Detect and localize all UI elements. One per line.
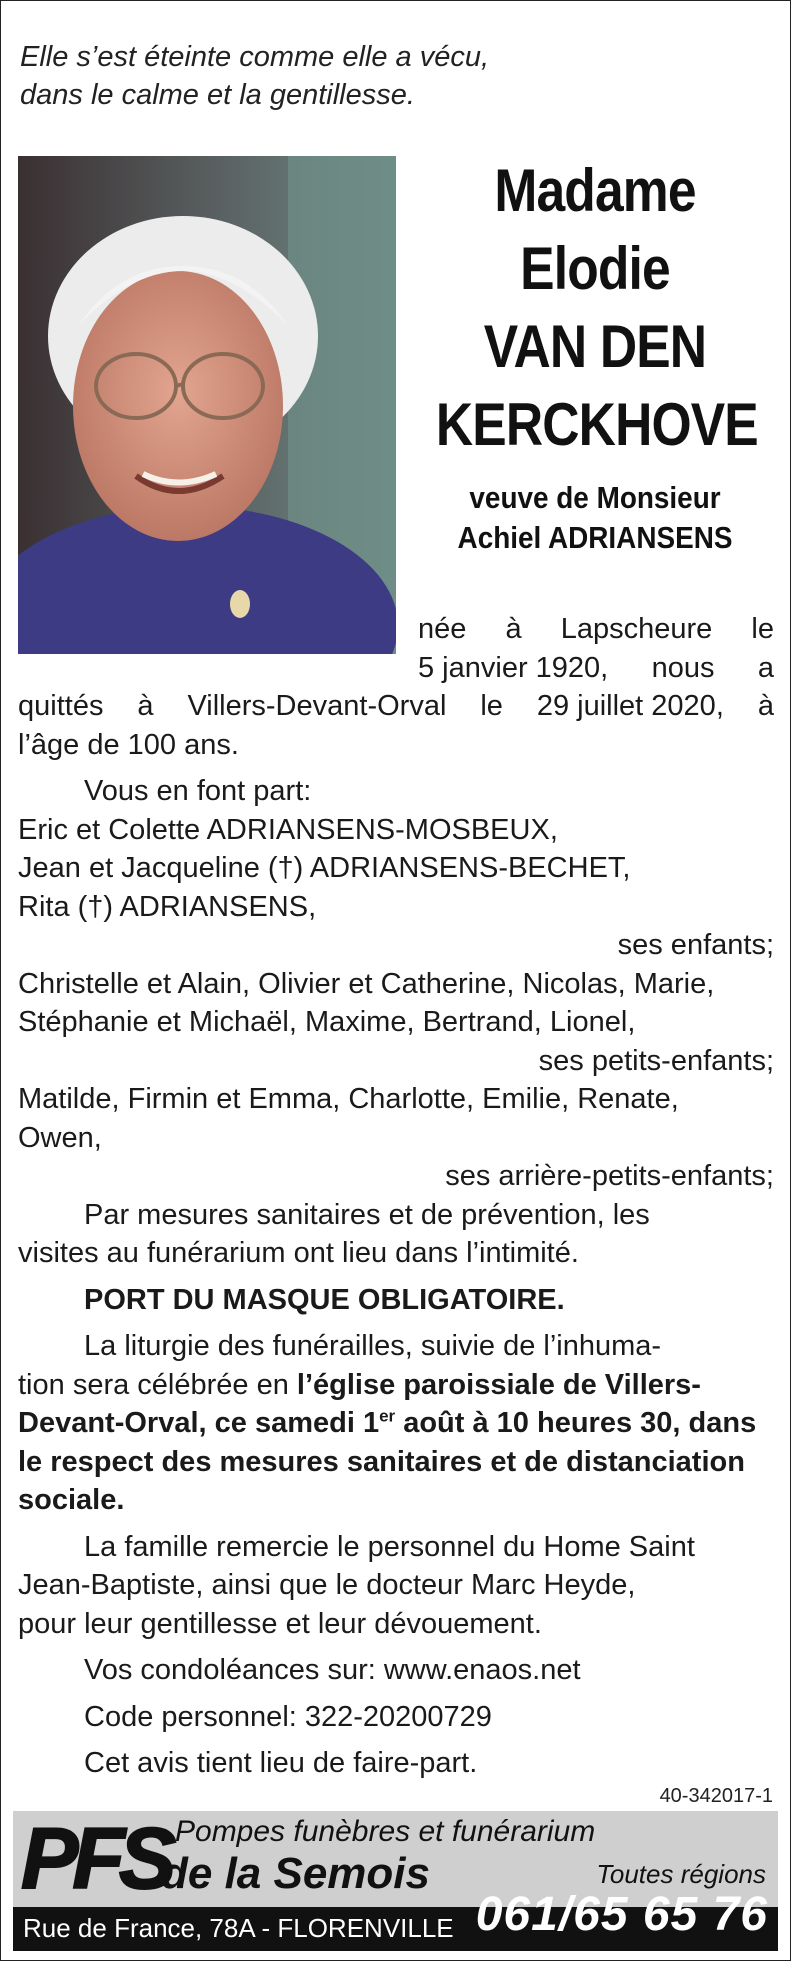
sanitary-notice: Par mesures sanitaires et de prévention, les: [84, 1198, 650, 1231]
text: Villers-Devant-Orval: [187, 690, 447, 722]
text: Lapscheure: [560, 613, 713, 645]
epigraph-line: Elle s’est éteinte comme elle a vécu,: [20, 41, 490, 73]
text: le: [480, 690, 503, 722]
text: à: [137, 690, 154, 722]
sanitary-notice: visites au funérarium ont lieu dans l’intimité.: [18, 1237, 579, 1269]
reference-number: 40-342017-1: [659, 1785, 773, 1807]
liturgy-text: le respect des mesures sanitaires et de distanciation: [18, 1445, 745, 1478]
deceased-surname-part2: KERCKHOVE: [435, 391, 758, 458]
text: 29 juillet 2020,: [536, 690, 724, 722]
funeral-home-phone: 061/65 65 76: [475, 1888, 768, 1941]
mask-notice: PORT DU MASQUE OBLIGATOIRE.: [84, 1283, 565, 1316]
faire-part-line: Cet avis tient lieu de faire-part.: [84, 1747, 478, 1779]
thanks-text: Jean-Baptiste, ainsi que le docteur Marc Heyde,: [18, 1569, 636, 1601]
text: a: [757, 651, 774, 684]
notice-body: [18, 610, 774, 1783]
great-grandchildren-label: ses arrière-petits-enfants;: [445, 1160, 774, 1192]
text: l’église paroissiale de Villers-: [296, 1368, 701, 1401]
text: août à 10 heures 30, dans: [395, 1407, 757, 1439]
grandchildren-label: ses petits-enfants;: [538, 1044, 774, 1077]
text: à: [757, 690, 774, 722]
birth-line: [18, 610, 774, 649]
great-grandchildren: Owen,: [18, 1121, 102, 1154]
text: Devant-Orval, ce samedi 1: [18, 1407, 380, 1439]
death-line: [18, 687, 774, 726]
portrait-photo: [18, 156, 396, 654]
text: née: [418, 613, 467, 645]
address-bar: [13, 1888, 778, 1951]
funeral-home-banner: [13, 1811, 778, 1951]
text: tion sera célébrée en: [18, 1368, 297, 1401]
liturgy-text: [18, 1404, 774, 1443]
family-child: Jean et Jacqueline (†) ADRIANSENS-BECHET,: [18, 852, 631, 884]
widow-of-line1: veuve de Monsieur: [469, 480, 721, 515]
great-grandchildren: Matilde, Firmin et Emma, Charlotte, Emilie, Renate,: [18, 1083, 679, 1115]
condolences-line: Vos condoléances sur: www.enaos.net: [84, 1654, 581, 1686]
thanks-text: La famille remercie le personnel du Home Saint: [84, 1530, 695, 1563]
funeral-home-regions: Toutes régions: [596, 1859, 766, 1889]
personal-code-line: Code personnel: 322-20200729: [84, 1700, 492, 1733]
text: le: [751, 613, 774, 645]
funeral-home-tagline: Pompes funèbres et funérarium: [175, 1815, 596, 1848]
epigraph: [20, 38, 720, 114]
grandchildren: Stéphanie et Michaël, Maxime, Bertrand, Lionel,: [18, 1006, 636, 1038]
text: nous: [651, 651, 715, 684]
liturgy-text: [18, 1366, 774, 1405]
funeral-home-name: de la Semois: [161, 1849, 431, 1898]
widow-of-line2: Achiel ADRIANSENS: [457, 520, 733, 555]
deceased-surname-part1: VAN DEN: [483, 313, 707, 380]
funeral-home-logo: PFS: [21, 1811, 171, 1907]
grandchildren: Christelle et Alain, Olivier et Catherine, Nicolas, Marie,: [18, 967, 715, 1000]
family-child: Rita (†) ADRIANSENS,: [18, 890, 317, 923]
family-child: Eric et Colette ADRIANSENS-MOSBEUX,: [18, 813, 558, 846]
liturgy-text: La liturgie des funérailles, suivie de l’inhuma-: [84, 1330, 662, 1362]
epigraph-line: dans le calme et la gentillesse.: [20, 79, 415, 111]
family-intro: Vous en font part:: [84, 775, 312, 807]
text: à: [505, 613, 522, 645]
funeral-home-address: Rue de France, 78A - FLORENVILLE: [23, 1913, 454, 1943]
thanks-text: pour leur gentillesse et leur dévouement.: [18, 1607, 542, 1640]
text: 5 janvier 1920,: [418, 651, 609, 684]
portrait-illustration: [18, 156, 396, 654]
deceased-title: Madame: [494, 157, 696, 224]
text: quittés: [18, 690, 104, 722]
text: er: [379, 1406, 396, 1426]
birth-line: [18, 649, 774, 688]
liturgy-text: sociale.: [18, 1484, 125, 1516]
deceased-first-name: Elodie: [520, 235, 670, 302]
deceased-name-block: [410, 152, 780, 558]
age-line: l’âge de 100 ans.: [18, 728, 239, 761]
children-label: ses enfants;: [617, 929, 774, 961]
